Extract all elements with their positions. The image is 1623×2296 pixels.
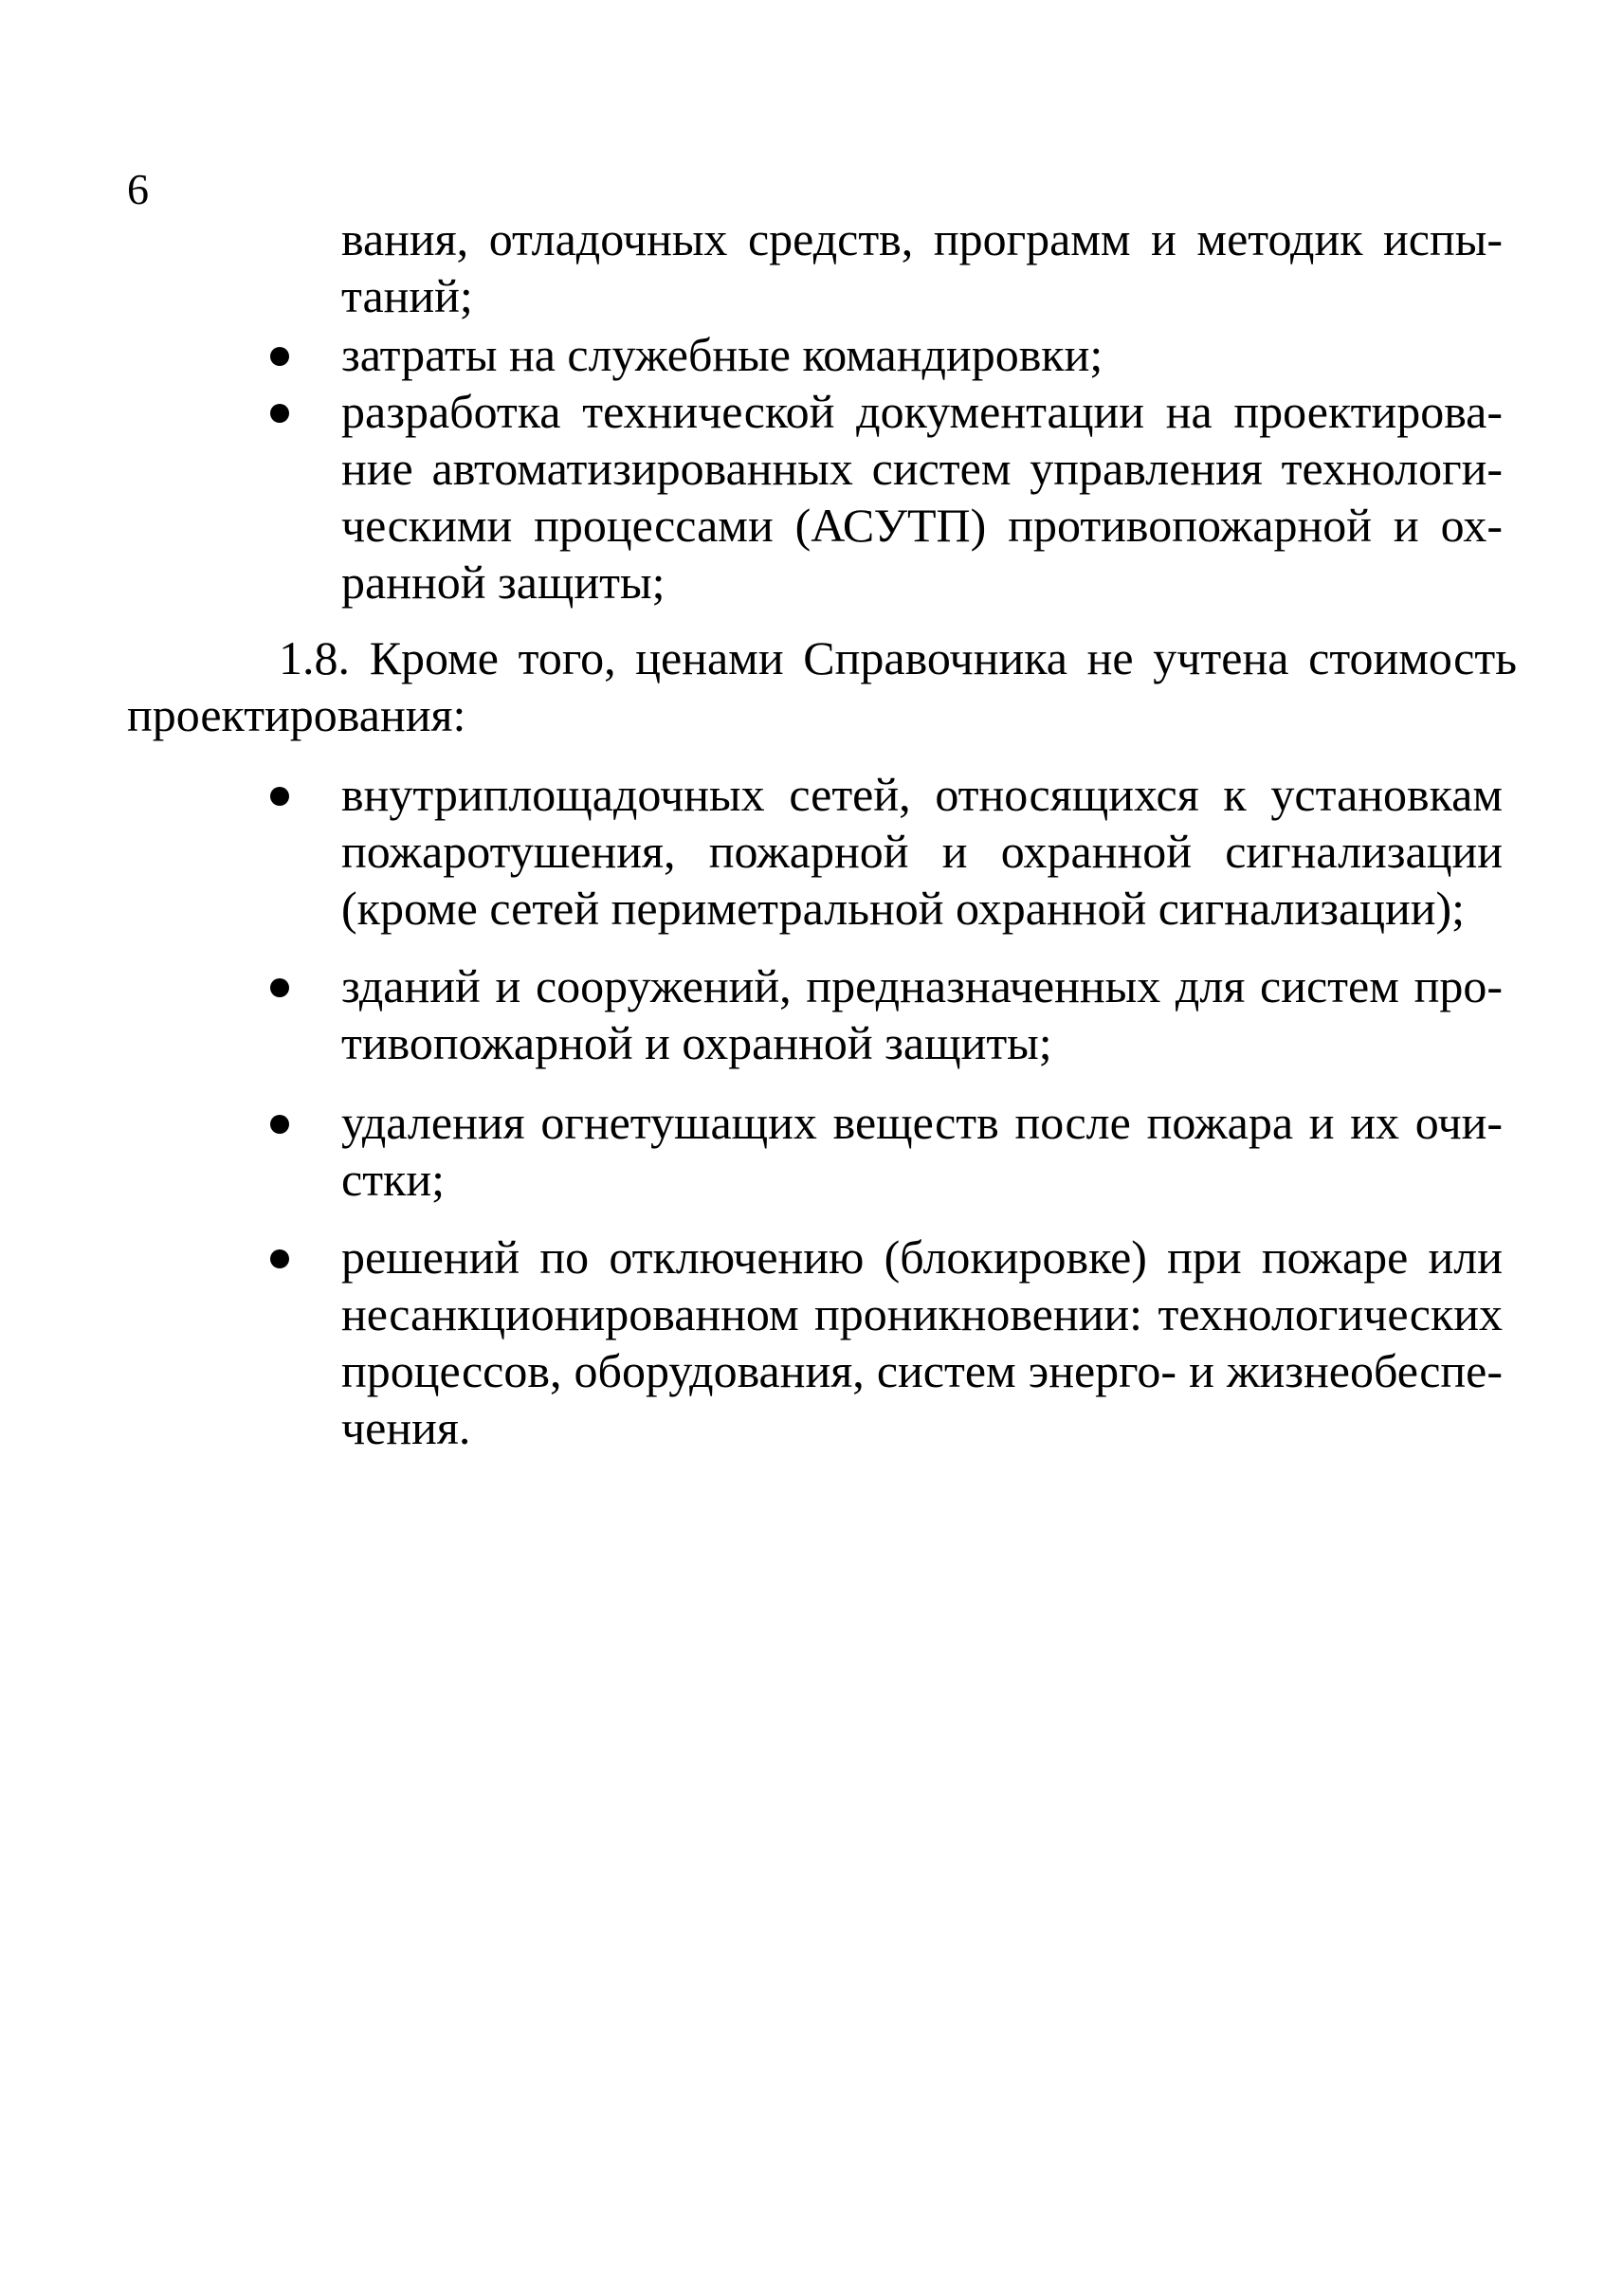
paragraph-1-8 bbox=[127, 629, 1517, 743]
text-line: проектирования: bbox=[127, 688, 466, 741]
text-line: стки; bbox=[341, 1153, 445, 1206]
text-line: пожаротушения, пожарной и охранной сигнализации bbox=[341, 825, 1503, 878]
bullet-icon bbox=[270, 404, 289, 423]
page-number: 6 bbox=[127, 165, 149, 213]
text-line: внутриплощадочных сетей, относящихся к установкам bbox=[341, 768, 1503, 821]
list-item-text bbox=[341, 957, 1503, 1071]
list-item-text bbox=[341, 326, 1503, 383]
text-line: вания, отладочных средств, программ и методик испы- bbox=[341, 212, 1503, 265]
text-line: зданий и сооружений, предназначенных для систем про- bbox=[341, 959, 1503, 1012]
text-line: удаления огнетушащих веществ после пожара и их очи- bbox=[341, 1096, 1503, 1149]
list-item-text bbox=[341, 1094, 1503, 1208]
text-line: разработка технической документации на проектирова- bbox=[341, 385, 1503, 438]
text-line: чения. bbox=[341, 1401, 471, 1454]
bullet-icon bbox=[270, 1115, 289, 1134]
text-line: (кроме сетей периметральной охранной сигнализации); bbox=[341, 882, 1466, 935]
text-line: решений по отключению (блокировке) при пожаре или bbox=[341, 1230, 1503, 1284]
text-line: ранной защиты; bbox=[341, 556, 666, 609]
text-line: таний; bbox=[341, 269, 473, 322]
text-line: ческими процессами (АСУТП) противопожарной и ох- bbox=[341, 499, 1503, 552]
text-line: ние автоматизированных систем управления технологи- bbox=[341, 442, 1503, 495]
text-line: несанкционированном проникновении: технологических bbox=[341, 1287, 1503, 1340]
bullet-icon bbox=[270, 978, 289, 997]
bullet-icon bbox=[270, 1249, 289, 1268]
text-line: 1.8. Кроме того, ценами Справочника не учтена стоимость bbox=[279, 631, 1517, 684]
bullet-icon bbox=[270, 347, 289, 366]
text-line: процессов, оборудования, систем энерго- и жизнеобеспе- bbox=[341, 1344, 1503, 1397]
continuation-text bbox=[341, 210, 1503, 324]
text-line: тивопожарной и охранной защиты; bbox=[341, 1016, 1052, 1069]
bullet-icon bbox=[270, 787, 289, 806]
list-item-text bbox=[341, 1229, 1503, 1456]
text-line: затраты на служебные командировки; bbox=[341, 328, 1103, 381]
list-item-text bbox=[341, 766, 1503, 937]
list-item-text bbox=[341, 383, 1503, 610]
